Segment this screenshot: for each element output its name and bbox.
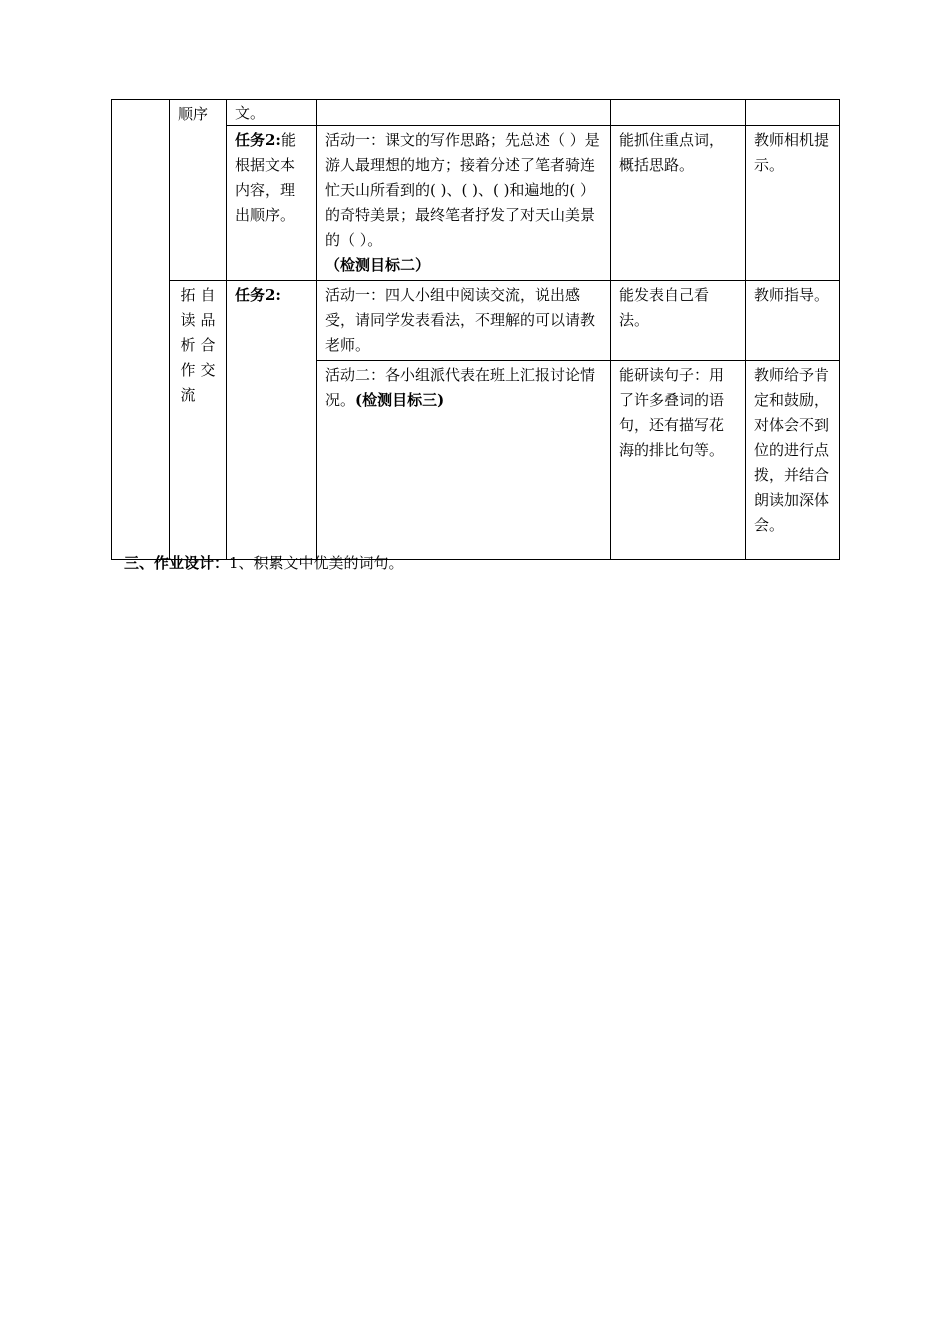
- section-cell-reading: [170, 281, 227, 560]
- section-label-grid: [178, 283, 218, 408]
- activity-cell: [317, 281, 611, 361]
- section-label: 顺序: [178, 105, 209, 123]
- task-cell: [227, 126, 317, 281]
- task-fragment: 文。: [235, 104, 266, 122]
- activity-text: 活动二：各小组派代表在班上汇报讨论情况。: [325, 366, 596, 409]
- activity-text: 活动一：课文的写作思路；先总述（ ）是游人最理想的地方；接着分述了笔者骑连忙天山所看到的( )、( )、( )和遍地的( ）的奇特美景；最终笔者抒发了对天山美景的（ ）。: [325, 131, 600, 249]
- teacher-cell: [746, 126, 840, 281]
- activity-cell: [317, 361, 611, 560]
- student-cell: [611, 126, 746, 281]
- section-cell-order: [170, 100, 227, 281]
- student-text: 能抓住重点词，概括思路。: [619, 131, 725, 174]
- student-cell: [611, 361, 746, 560]
- activity-goal: （检测目标二）: [325, 256, 431, 274]
- activity-empty-cell: [317, 100, 611, 126]
- task-text: 能根据文本内容，理出顺序。: [235, 131, 296, 224]
- activity-text: 活动一：四人小组中阅读交流，说出感受，请同学发表看法，不理解的可以请教老师。: [325, 286, 596, 354]
- student-empty-cell: [611, 100, 746, 126]
- teacher-cell: [746, 361, 840, 560]
- teacher-cell: [746, 281, 840, 361]
- student-text: 能发表自己看法。: [619, 286, 710, 329]
- teacher-text: 教师指导。: [754, 286, 830, 304]
- section-char: 拓: [180, 286, 196, 304]
- section-char: 合: [200, 336, 216, 354]
- outer-left-cell: [112, 100, 170, 560]
- section-char: 作: [180, 361, 196, 379]
- task-cell: [227, 281, 317, 560]
- teacher-text: 教师相机提示。: [754, 131, 830, 174]
- task-label: 任务2:: [235, 131, 281, 149]
- lesson-plan-table: [111, 99, 840, 560]
- student-text: 能研读句子：用了许多叠词的语句，还有描写花海的排比句等。: [619, 366, 725, 459]
- student-cell: [611, 281, 746, 361]
- section-char: 流: [180, 386, 196, 404]
- homework-content: 1、积累文中优美的词句。: [229, 554, 404, 572]
- section-char: 交: [200, 361, 216, 379]
- section-char: 品: [200, 311, 216, 329]
- task-label: 任务2:: [235, 286, 281, 304]
- teacher-empty-cell: [746, 100, 840, 126]
- activity-cell: [317, 126, 611, 281]
- homework-section: [124, 552, 404, 574]
- task-fragment-cell: [227, 100, 317, 126]
- table-row: [112, 281, 840, 361]
- section-char: 读: [180, 311, 196, 329]
- section-char: 析: [180, 336, 196, 354]
- table-row: [112, 100, 840, 126]
- activity-goal: (检测目标三): [355, 391, 445, 409]
- homework-title: 三、作业设计：: [124, 554, 230, 572]
- section-char: 自: [200, 286, 216, 304]
- teacher-text: 教师给予肯定和鼓励，对体会不到位的进行点拨，并结合朗读加深体会。: [754, 366, 830, 534]
